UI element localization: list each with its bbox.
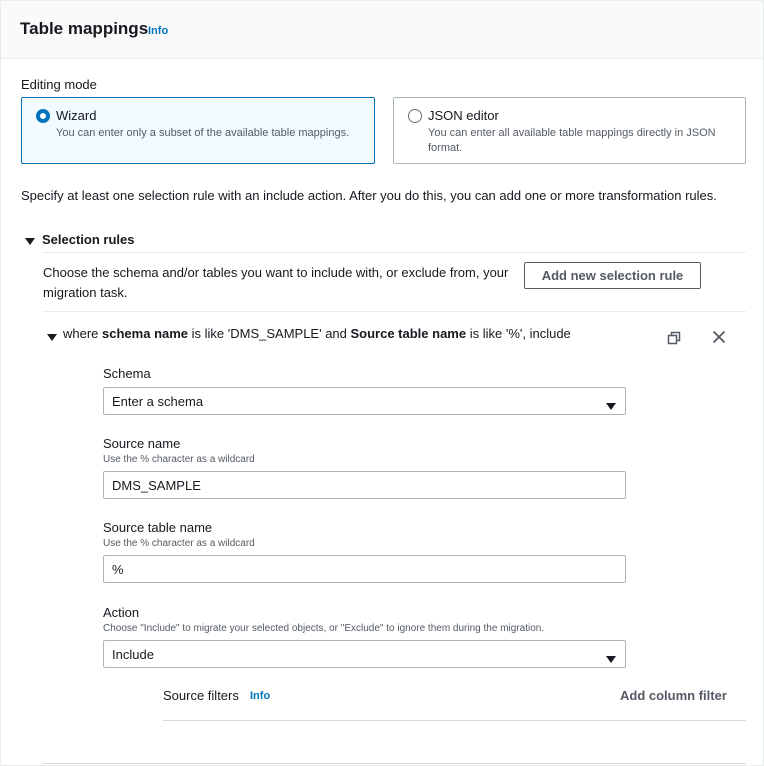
source-table-name-hint: Use the % character as a wildcard [103,538,255,549]
rule-summary[interactable] [63,326,571,341]
add-column-filter-button[interactable]: Add column filter [620,688,727,703]
rule-caret-icon[interactable] [47,329,57,344]
rule-summary-part: is like '%', include [466,326,571,341]
schema-label: Schema [103,366,151,381]
chevron-down-icon [606,398,616,413]
schema-select-value: Enter a schema [112,393,204,409]
divider [43,311,746,312]
divider [43,763,746,764]
wizard-radio[interactable] [36,109,50,123]
source-filters-label: Source filters [163,688,239,703]
selection-rules-caret-icon[interactable] [25,233,35,248]
action-select[interactable] [103,640,626,668]
source-filters-info-link[interactable]: Info [250,690,271,702]
wizard-title: Wizard [56,108,97,123]
editing-mode-label: Editing mode [21,77,97,92]
source-table-name-input[interactable] [103,555,626,583]
action-hint: Choose "Include" to migrate your selected objects, or "Exclude" to ignore them during the migration. [103,623,545,634]
action-select-value: Include [112,646,154,662]
header-info-link[interactable]: Info [148,25,169,37]
panel-title: Table mappings [20,19,149,38]
panel-header [1,1,763,59]
source-name-label: Source name [103,436,181,451]
rule-summary-part: where [63,326,103,341]
rule-summary-part: is like 'DMS_SAMPLE' and [188,326,351,341]
source-table-name-label: Source table name [103,520,213,535]
source-name-hint: Use the % character as a wildcard [103,454,255,465]
selection-rules-title[interactable]: Selection rules [42,232,135,247]
copy-icon[interactable] [667,331,681,345]
add-new-selection-rule-button[interactable]: Add new selection rule [524,262,701,289]
close-icon[interactable] [712,330,726,344]
wizard-description: You can enter only a subset of the available table mappings. [56,127,350,139]
json-editor-radio[interactable] [408,109,422,123]
json-editor-description: You can enter all available table mappings directly in JSON format. [428,127,716,154]
json-editor-title: JSON editor [428,108,499,123]
instructions-text: Specify at least one selection rule with an include action. After you do this, you can add one or more transformation rules. [21,188,717,203]
selection-rules-description: Choose the schema and/or tables you want to include with, or exclude from, your migration task. [43,265,509,300]
schema-select[interactable] [103,387,626,415]
rule-summary-schema: schema name [102,326,189,341]
source-name-input[interactable] [103,471,626,499]
divider [163,720,746,721]
wizard-tile[interactable] [21,97,375,164]
chevron-down-icon [606,651,616,666]
json-editor-tile[interactable] [393,97,746,164]
rule-summary-table: Source table name [350,326,467,341]
source-table-name-value: % [112,561,124,577]
divider [43,252,746,253]
source-name-value: DMS_SAMPLE [112,477,201,493]
action-label: Action [103,605,140,620]
